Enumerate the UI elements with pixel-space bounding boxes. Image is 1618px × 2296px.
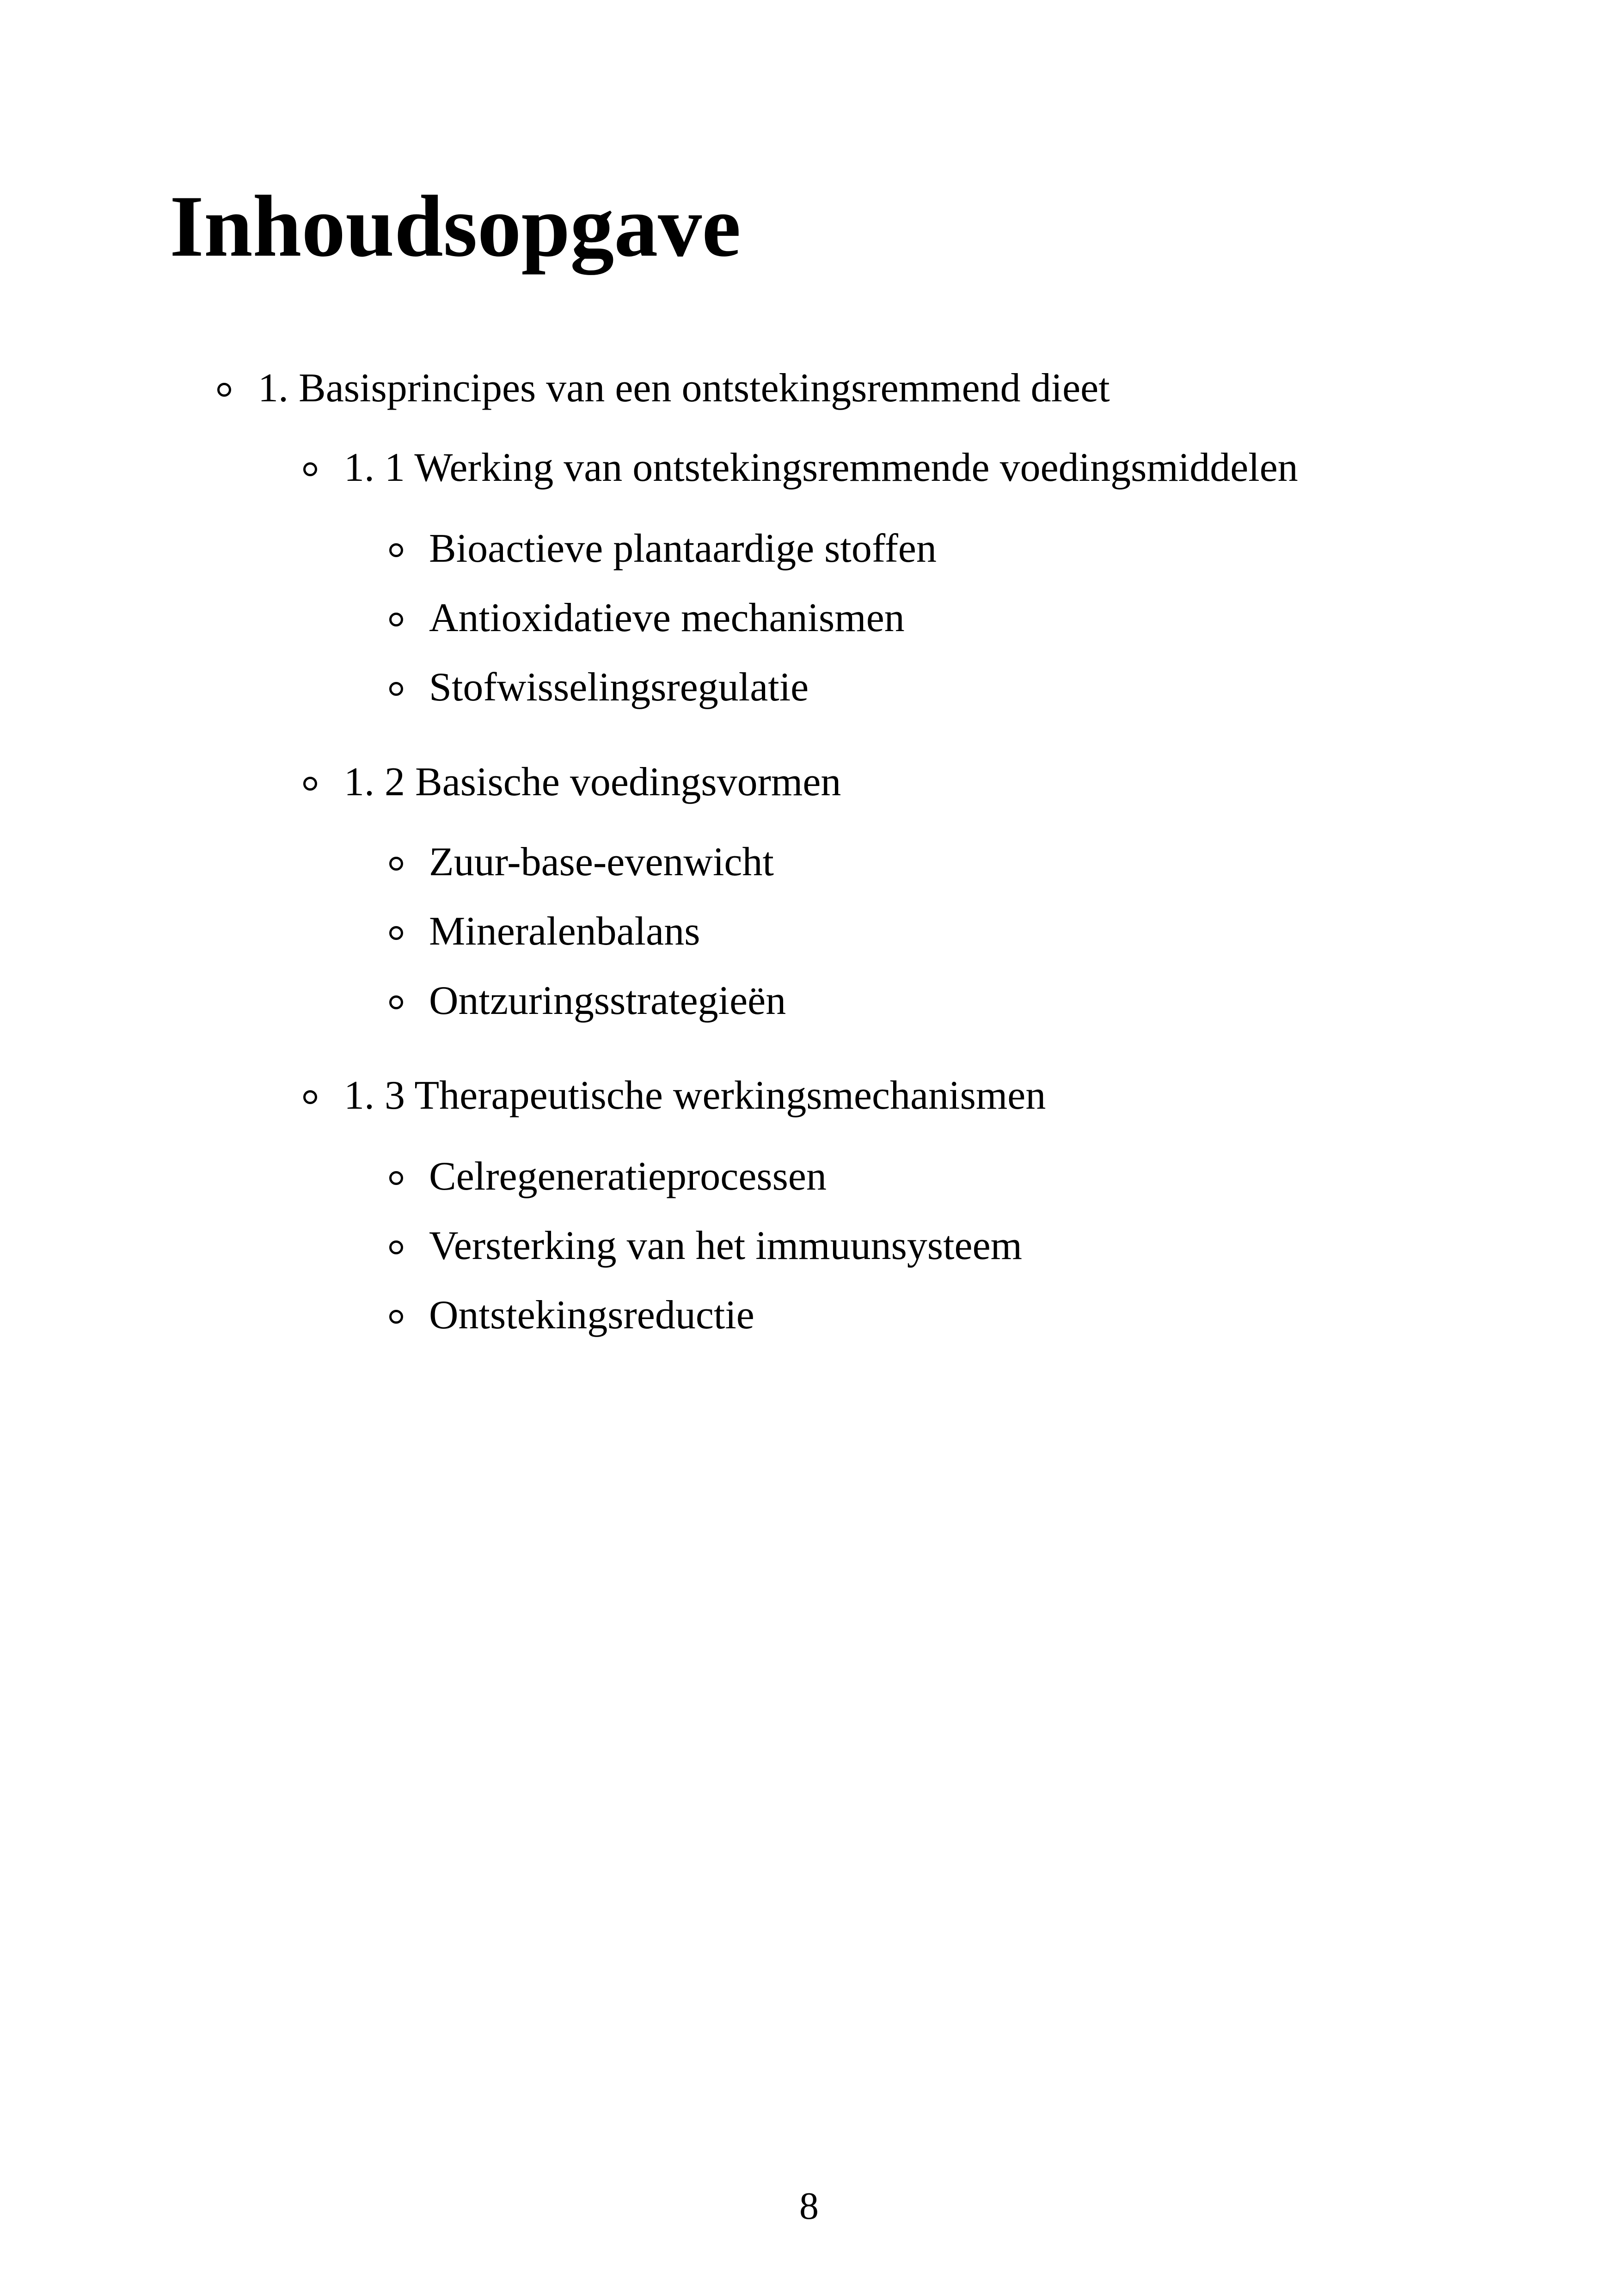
toc-section-1: 1. Basisprincipes van een ontstekingsremmend dieet xyxy=(258,366,1110,411)
hollow-circle-bullet-icon xyxy=(389,613,403,626)
hollow-circle-bullet-icon xyxy=(389,1240,403,1254)
toc-item: Antioxidatieve mechanismen xyxy=(429,595,905,640)
hollow-circle-bullet-icon xyxy=(217,383,231,397)
hollow-circle-bullet-icon xyxy=(389,1310,403,1324)
page-number: 8 xyxy=(799,2185,819,2228)
toc-item: Bioactieve plantaardige stoffen xyxy=(429,526,937,571)
page-title: Inhoudsopgave xyxy=(170,178,741,275)
toc-section-1-3: 1. 3 Therapeutische werkingsmechanismen xyxy=(344,1073,1046,1118)
toc-item: Ontstekingsreductie xyxy=(429,1293,754,1338)
hollow-circle-bullet-icon xyxy=(389,926,403,940)
hollow-circle-bullet-icon xyxy=(303,1090,317,1104)
toc-item: Zuur-base-evenwicht xyxy=(429,840,774,884)
toc-item: Mineralenbalans xyxy=(429,909,700,954)
hollow-circle-bullet-icon xyxy=(389,1171,403,1185)
hollow-circle-bullet-icon xyxy=(303,777,317,791)
hollow-circle-bullet-icon xyxy=(389,682,403,696)
toc-item: Versterking van het immuunsysteem xyxy=(429,1223,1023,1268)
toc-item: Celregeneratieprocessen xyxy=(429,1154,827,1199)
toc-section-1-1: 1. 1 Werking van ontstekingsremmende voedingsmiddelen xyxy=(344,445,1298,490)
hollow-circle-bullet-icon xyxy=(303,462,317,476)
toc-section-1-2: 1. 2 Basische voedingsvormen xyxy=(344,760,841,804)
hollow-circle-bullet-icon xyxy=(389,857,403,871)
hollow-circle-bullet-icon xyxy=(389,543,403,557)
hollow-circle-bullet-icon xyxy=(389,995,403,1009)
toc-item: Ontzuringsstrategieën xyxy=(429,978,786,1023)
toc-item: Stofwisselingsregulatie xyxy=(429,665,809,710)
